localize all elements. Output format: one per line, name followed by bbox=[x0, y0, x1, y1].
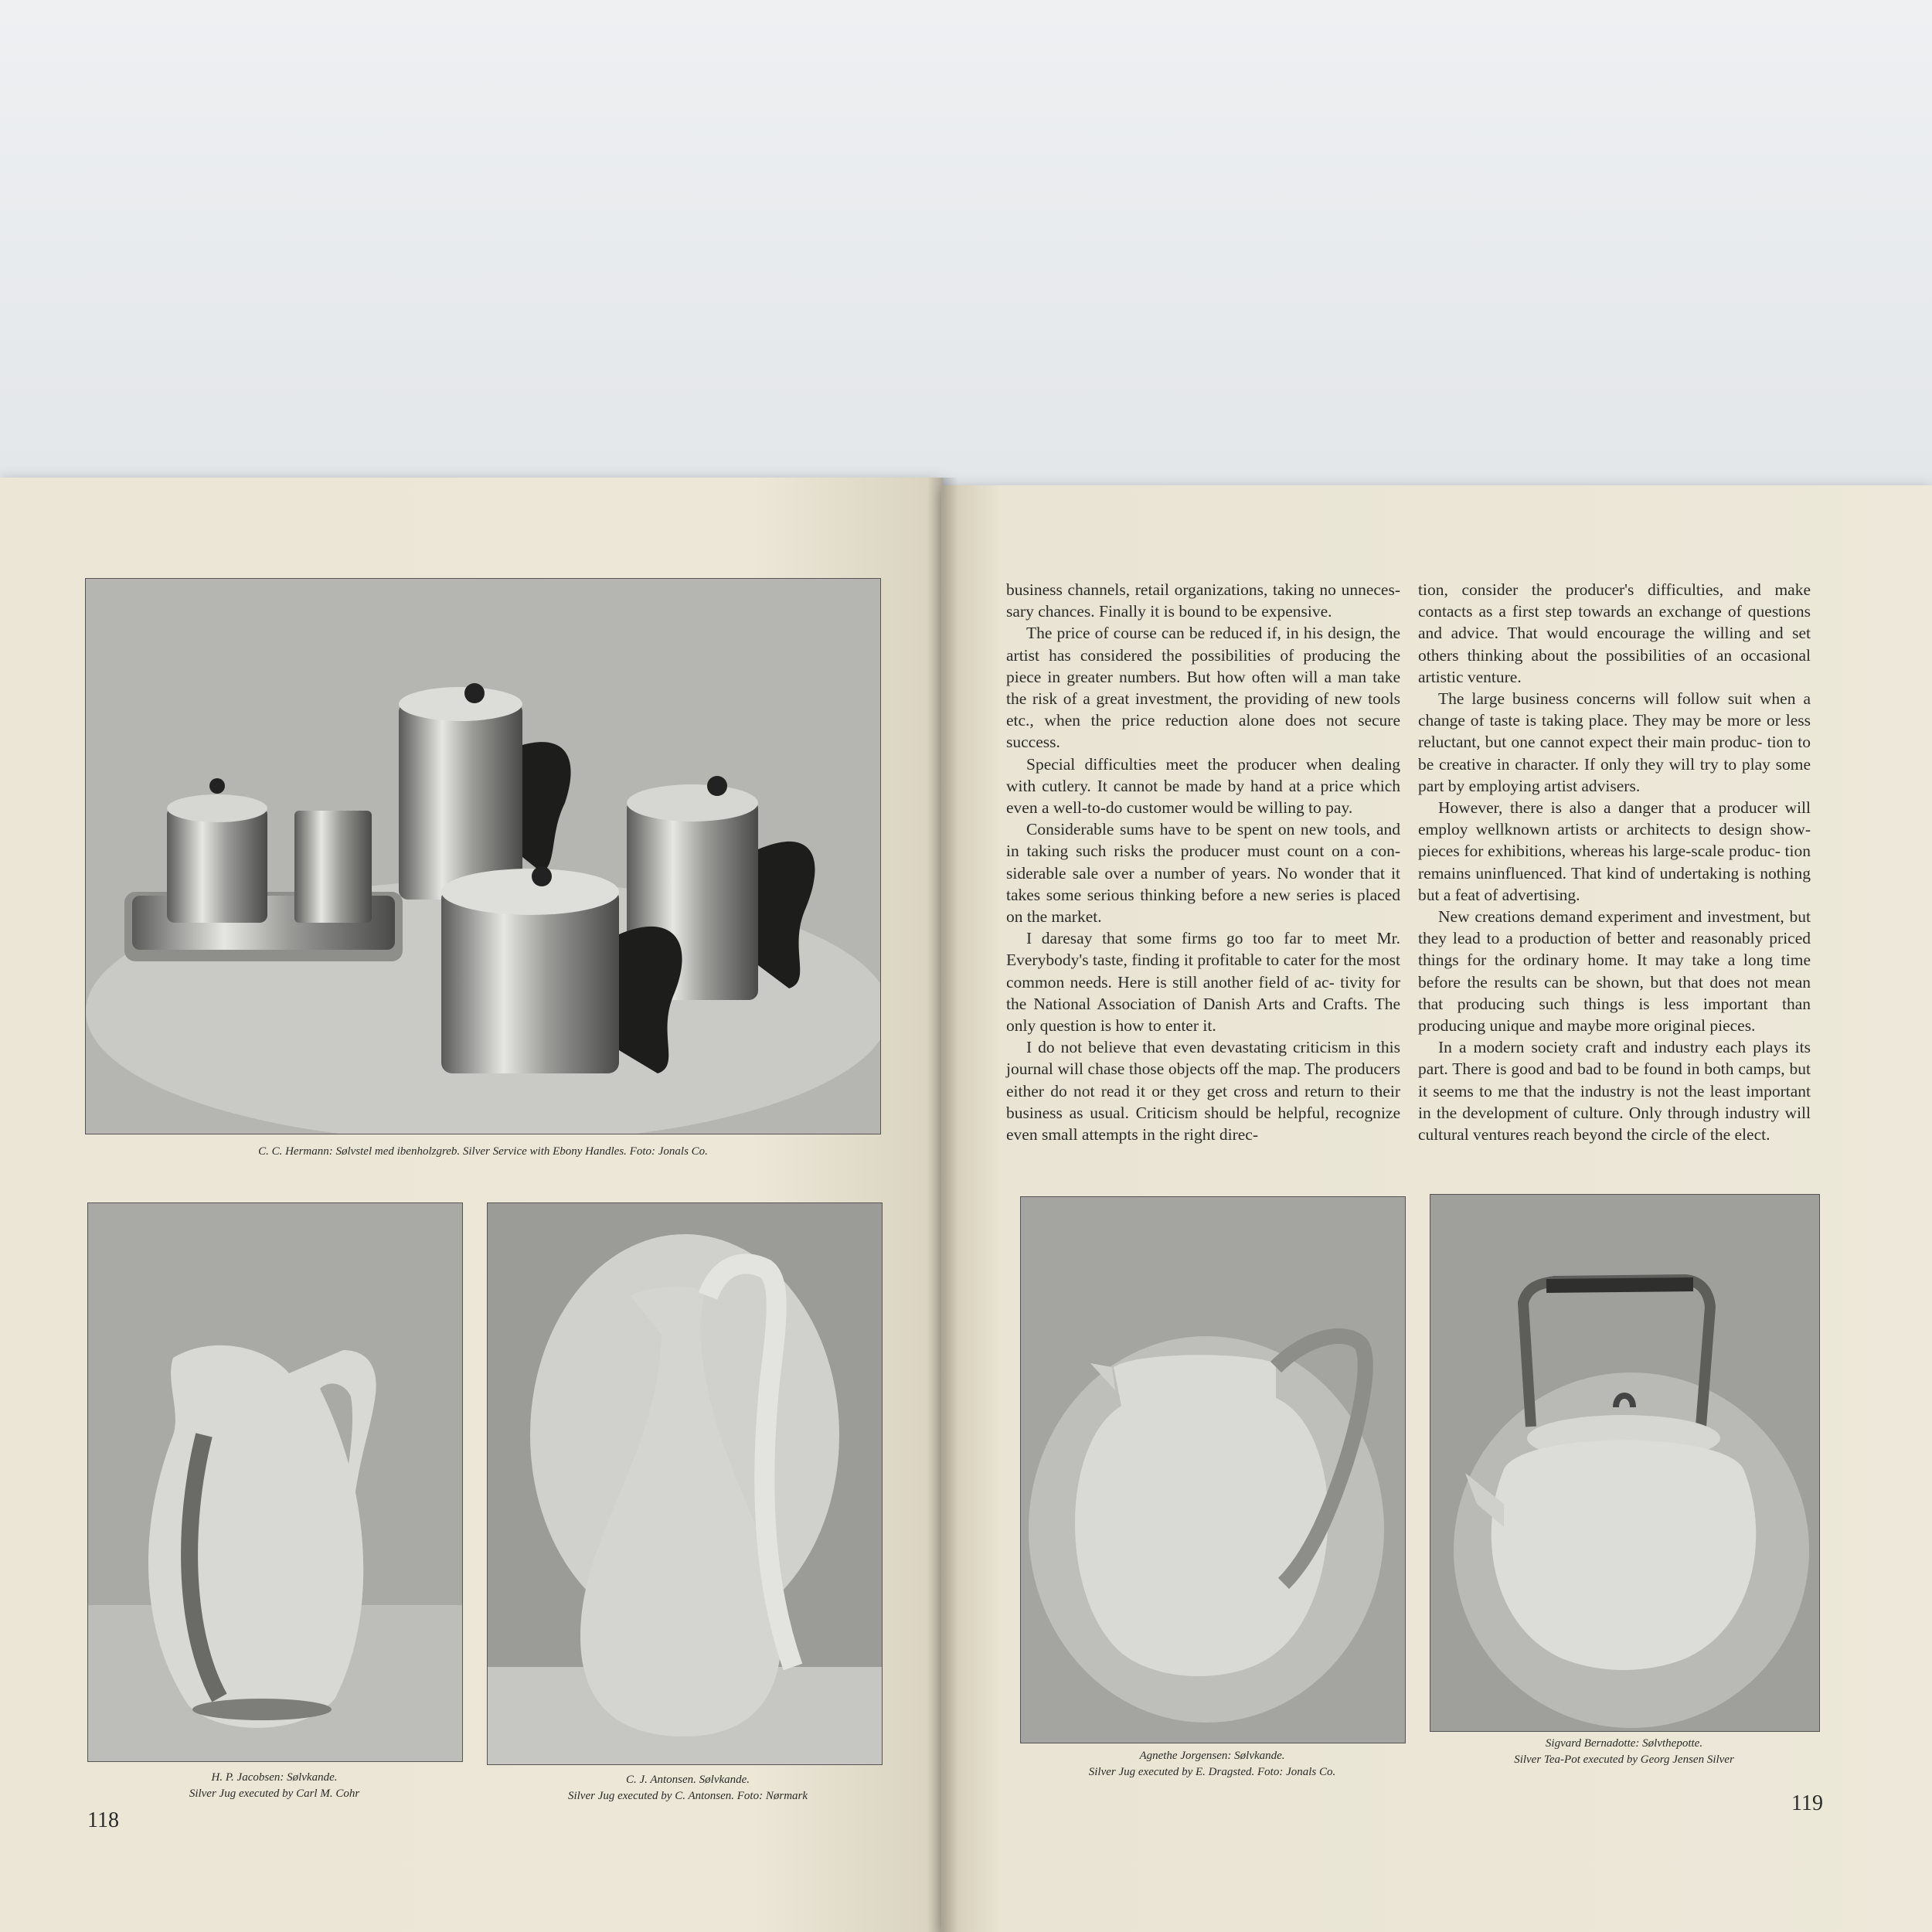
text-column-left bbox=[1006, 579, 1400, 1145]
paragraph: However, there is also a danger that a producer will employ wellknown artists or architects to design show- pieces for exhibitions, whereas his large-scale produc- tion remains uninfluenced. That kind of undertaking is nothing but a feat of advertising. bbox=[1418, 798, 1811, 904]
caption-text: C. C. Hermann: Sølvstel med ibenholzgreb. Silver Service with Ebony Handles. Foto: Jonals Co. bbox=[258, 1145, 708, 1158]
antonsen-jug-caption bbox=[495, 1772, 881, 1804]
paragraph: tion, consider the producer's difficulties, and make contacts as a first step towards an exchange of questions and advice. That would encourage the willing and set others thinking about the possibilities of an occasional artistic venture. bbox=[1418, 580, 1811, 686]
text-column-right bbox=[1418, 579, 1811, 1145]
silver-service-photo bbox=[85, 578, 881, 1134]
paragraph: New creations demand experiment and investment, but they lead to a production of better and reasonably priced things for the ordinary home. It may take a long time before the results can be shown, but that does not mean that producing such things is less important than producing unique and maybe more original pieces. bbox=[1418, 907, 1811, 1036]
bernadotte-teapot-caption bbox=[1430, 1736, 1818, 1768]
book-gutter bbox=[927, 478, 958, 1932]
caption-line2: Silver Jug executed by Carl M. Cohr bbox=[189, 1787, 360, 1800]
paragraph: The price of course can be reduced if, in his design, the artist has considered the possibilities of producing the piece in greater numbers. But how often will a man take the risk of a great investment, the providing of new tools etc., when the price reduction alone does not secure success. bbox=[1006, 624, 1400, 752]
paragraph: Considerable sums have to be spent on new tools, and in taking such risks the producer must count on a con- siderable sale over a number of years. No wonder that it takes some serious thinking before a new series is placed on the market. bbox=[1006, 820, 1400, 927]
silver-service-illustration bbox=[86, 579, 880, 1134]
paragraph: I do not believe that even devastating criticism in this journal will chase those objects off the map. The producers either do not read it or they get cross and return to their business as usual. Criticism should be helpful, recognize even small attempts in the right direc- bbox=[1006, 1038, 1400, 1145]
jorgensen-jug-photo bbox=[1020, 1196, 1406, 1743]
paragraph: The large business concerns will follow suit when a change of taste is taking place. They may be more or less reluctant, but one cannot expect their main produc- tion to be creative in character. If only they will try to play some part by employing artist advisers. bbox=[1418, 689, 1811, 795]
jacobsen-jug-photo bbox=[87, 1202, 463, 1762]
caption-line1: Sigvard Bernadotte: Sølvthepotte. bbox=[1545, 1737, 1703, 1750]
jacobsen-jug-caption bbox=[87, 1770, 461, 1802]
jorgensen-jug-caption bbox=[1020, 1748, 1404, 1781]
page-number-left: 118 bbox=[87, 1808, 119, 1832]
silver-jug-illustration bbox=[88, 1203, 462, 1761]
paragraph: business channels, retail organizations, taking no unneces- sary chances. Finally it is bound to be expensive. bbox=[1006, 580, 1400, 621]
caption-line1: Agnethe Jorgensen: Sølvkande. bbox=[1139, 1750, 1285, 1762]
antonsen-jug-photo bbox=[487, 1202, 883, 1765]
paragraph: In a modern society craft and industry each plays its part. There is good and bad to be found in both camps, but it seems to me that the industry is not the least important in the development of culture. Only through industry will cultural ventures reach beyond the circle of the elect. bbox=[1418, 1038, 1811, 1145]
caption-line2: Silver Jug executed by C. Antonsen. Foto: Nørmark bbox=[567, 1790, 808, 1802]
caption-line2: Silver Jug executed by E. Dragsted. Foto: Jonals Co. bbox=[1088, 1766, 1336, 1778]
bernadotte-teapot-photo bbox=[1430, 1194, 1820, 1732]
caption-line2: Silver Tea-Pot executed by Georg Jensen Silver bbox=[1514, 1753, 1734, 1766]
caption-line1: C. J. Antonsen. Sølvkande. bbox=[625, 1774, 750, 1786]
paragraph: Special difficulties meet the producer when dealing with cutlery. It cannot be made by hand at a price which even a well-to-do customer would be willing to pay. bbox=[1006, 754, 1400, 818]
silver-service-caption bbox=[108, 1144, 858, 1160]
silver-teapot-illustration bbox=[1430, 1195, 1819, 1731]
silver-jug-illustration bbox=[488, 1203, 882, 1764]
paragraph: I daresay that some firms go too far to meet Mr. Everybody's taste, finding it profitable to cater for the most common needs. Here is still another field of ac- tivity for the National Association of Danish Arts and Crafts. The only question is how to enter it. bbox=[1006, 929, 1400, 1036]
silver-jug-illustration bbox=[1021, 1197, 1405, 1743]
page-number-right: 119 bbox=[1791, 1791, 1823, 1815]
caption-line1: H. P. Jacobsen: Sølvkande. bbox=[211, 1771, 338, 1784]
